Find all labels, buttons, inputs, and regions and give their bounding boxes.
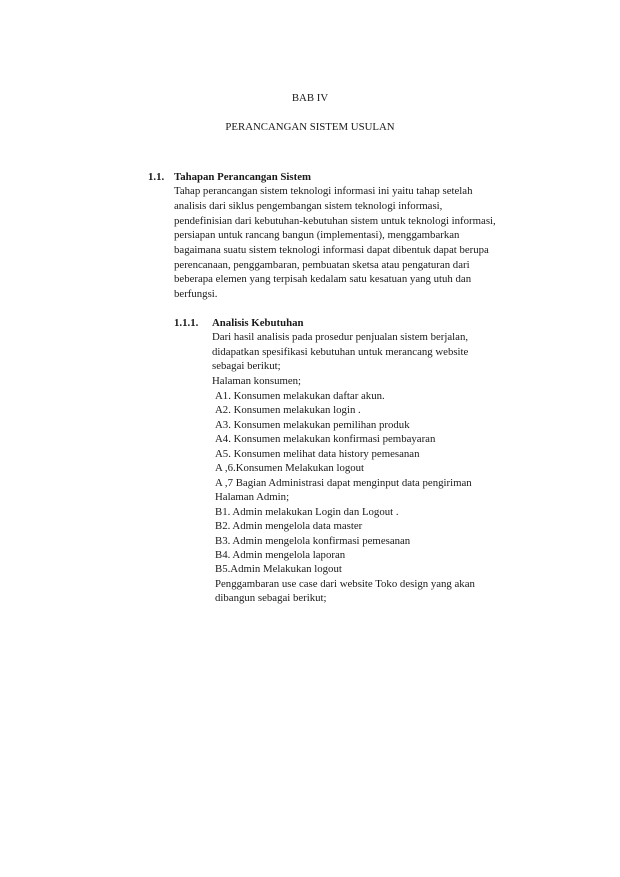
subsection-number: 1.1.1.	[174, 317, 199, 329]
consumer-item: A4. Konsumen melakukan konfirmasi pembayaran	[215, 433, 436, 445]
consumer-item: A3. Konsumen melakukan pemilihan produk	[215, 419, 410, 431]
consumer-item: A5. Konsumen melihat data history pemesanan	[215, 448, 420, 460]
admin-item: B5.Admin Melakukan logout	[215, 563, 342, 575]
paragraph-line: perencanaan, penggambaran, pembuatan sketsa atau pengaturan dari	[174, 259, 470, 271]
paragraph-line: bagaimana suatu sistem teknologi informasi dapat dibentuk dapat berupa	[174, 244, 489, 256]
admin-page-title: Halaman Admin;	[215, 491, 290, 503]
paragraph-line: berfungsi.	[174, 288, 218, 300]
subsection-heading: Analisis Kebutuhan	[212, 317, 304, 329]
admin-item: B4. Admin mengelola laporan	[215, 549, 346, 561]
consumer-item: A ,6.Konsumen Melakukan logout	[215, 462, 365, 474]
paragraph-line: Tahap perancangan sistem teknologi informasi ini yaitu tahap setelah	[174, 185, 473, 197]
intro-line: Dari hasil analisis pada prosedur penjualan sistem berjalan,	[212, 331, 469, 343]
intro-line: sebagai berikut;	[212, 360, 281, 372]
section-heading: Tahapan Perancangan Sistem	[174, 171, 311, 183]
intro-line: didapatkan spesifikasi kebutuhan untuk merancang website	[212, 346, 469, 358]
chapter-title: PERANCANGAN SISTEM USULAN	[225, 121, 395, 133]
section-number: 1.1.	[148, 171, 165, 183]
paragraph-line: persiapan untuk rancang bangun (implementasi), menggambarkan	[174, 229, 460, 241]
paragraph-line: beberapa elemen yang terpisah kedalam satu kesatuan yang utuh dan	[174, 273, 472, 285]
consumer-item: A2. Konsumen melakukan login .	[215, 404, 361, 416]
chapter-number: BAB IV	[291, 92, 329, 104]
closing-line: Penggambaran use case dari website Toko design yang akan	[215, 578, 475, 590]
consumer-page-title: Halaman konsumen;	[212, 375, 302, 387]
consumer-item: A1. Konsumen melakukan daftar akun.	[215, 390, 385, 402]
paragraph-line: analisis dari siklus pengembangan sistem teknologi informasi,	[174, 200, 443, 212]
closing-line: dibangun sebagai berikut;	[215, 592, 327, 604]
admin-item: B2. Admin mengelola data master	[215, 520, 363, 532]
consumer-item: A ,7 Bagian Administrasi dapat menginput data pengiriman	[215, 477, 472, 489]
admin-item: B1. Admin melakukan Login dan Logout .	[215, 506, 399, 518]
admin-item: B3. Admin mengelola konfirmasi pemesanan	[215, 535, 411, 547]
paragraph-line: pendefinisian dari kebutuhan-kebutuhan sistem untuk teknologi informasi,	[174, 215, 496, 227]
